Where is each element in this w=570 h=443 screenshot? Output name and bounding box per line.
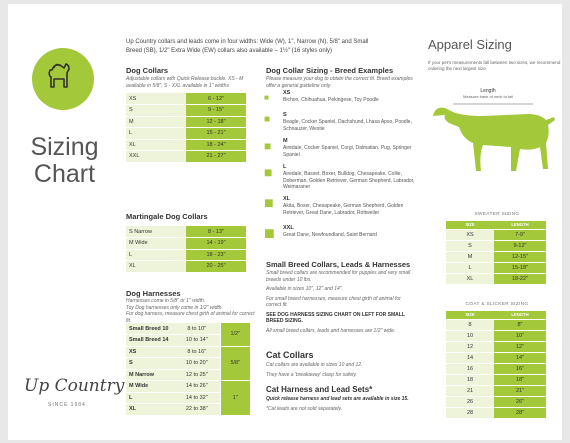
breed-list-text: Great Dane, Newfoundland, Saint Bernard xyxy=(283,232,377,238)
small-breed-p5: All small breed collars, leads and harnesses are 1/2" wide. xyxy=(266,327,396,334)
harnesses-heading: Dog Harnesses xyxy=(126,289,181,298)
table-row xyxy=(446,385,546,396)
size-cell: XXL xyxy=(126,151,186,163)
page-title: Sizing Chart xyxy=(30,133,99,188)
sizing-chart-page xyxy=(8,4,562,440)
length-sublabel: Measure base of neck to tail xyxy=(462,94,514,99)
size-cell: 14 xyxy=(446,352,494,363)
breed-examples-header xyxy=(266,66,416,89)
dog-size-icon: ■ xyxy=(264,195,274,212)
harnesses-note-3: For dog harness, measure chest girth of animal for correct fit. xyxy=(126,311,255,324)
harnesses-note-2: Toy Dog harnesses only come in 1/2" width. xyxy=(126,304,223,311)
table-row xyxy=(446,396,546,407)
coat-sizing-table xyxy=(446,311,546,419)
size-cell: Small Breed 14 xyxy=(126,335,174,347)
breed-example xyxy=(283,164,423,191)
dog-size-icon: ■ xyxy=(264,114,271,125)
range-cell: 8 - 13" xyxy=(186,226,246,238)
length-cell: 21" xyxy=(494,385,546,396)
size-cell: 28 xyxy=(446,407,494,418)
intro-text: Up Country collars and leads come in four widths: Wide (W), 1", Narrow (N), 5/8" and Small Breed (SB), 1/2" Extra Wide (EW) collars also available – 1½" (16 styles only) xyxy=(126,39,369,54)
range-cell: 10 to 14" xyxy=(174,335,220,347)
small-breed-p4: SEE DOG HARNESS SIZING CHART ON LEFT FOR SMALL BREED SIZING. xyxy=(266,311,405,324)
harnesses-section xyxy=(126,289,256,324)
dog-size-icon: ■ xyxy=(264,223,275,243)
size-cell: M xyxy=(446,251,494,262)
table-row xyxy=(126,249,246,261)
table-row xyxy=(126,128,246,140)
small-breed-p1: Small breed collars are recommended for puppies and very small breeds under 10 lbs. xyxy=(266,270,411,283)
coat-sizing-heading: COAT & SLICKER SIZING xyxy=(465,302,529,307)
table-row xyxy=(126,139,246,151)
apparel-note: If your pet's measurements fall between two sizes, we recommend ordering the next largest size. xyxy=(428,60,561,71)
table-row xyxy=(126,238,246,250)
table-row xyxy=(126,226,246,238)
length-cell: 12-15" xyxy=(494,251,546,262)
size-cell: S xyxy=(126,358,174,370)
length-cell: 14" xyxy=(494,352,546,363)
breed-examples-note: Please measure your dog to obtain the correct fit. Breed examples offer a general guideline only. xyxy=(266,76,413,89)
size-cell: XL xyxy=(446,273,494,284)
sweater-col-length: LENGTH xyxy=(494,221,546,229)
size-cell: S Narrow xyxy=(126,226,186,238)
breed-example xyxy=(283,196,423,216)
length-cell: 10" xyxy=(494,330,546,341)
small-breed-p2: Available in sizes 10", 12" and 14". xyxy=(266,286,343,292)
harnesses-table xyxy=(126,323,250,416)
width-cell: 1/2" xyxy=(220,323,250,346)
table-row xyxy=(126,151,246,163)
table-row xyxy=(126,93,246,105)
cat-harness-heading: Cat Harness and Lead Sets* xyxy=(266,385,373,394)
length-cell: 8" xyxy=(494,319,546,330)
dog-outline-icon xyxy=(32,48,94,110)
size-cell: 8 xyxy=(446,319,494,330)
range-cell: 14 - 19" xyxy=(186,238,246,250)
size-cell: 10 xyxy=(446,330,494,341)
length-cell: 16" xyxy=(494,363,546,374)
range-cell: 20 - 25" xyxy=(186,261,246,273)
table-row xyxy=(446,352,546,363)
martingale-section xyxy=(126,212,256,273)
length-cell: 18-22" xyxy=(494,273,546,284)
table-row xyxy=(446,273,546,284)
table-row xyxy=(446,330,546,341)
range-cell: 18 - 23" xyxy=(186,249,246,261)
length-cell: 12" xyxy=(494,341,546,352)
breed-example xyxy=(283,225,423,239)
length-cell: 7-9" xyxy=(494,229,546,240)
table-row xyxy=(126,323,250,335)
range-cell: 22 to 38" xyxy=(174,404,220,416)
length-cell: 28" xyxy=(494,407,546,418)
breed-example xyxy=(283,112,423,132)
range-cell: 9 - 15" xyxy=(186,105,246,117)
cat-harness-p2: *Cat leads are not sold separately. xyxy=(266,405,343,412)
size-cell: L xyxy=(446,262,494,273)
table-row xyxy=(446,341,546,352)
breed-size-label: M xyxy=(283,138,288,144)
range-cell: 8 to 16" xyxy=(174,346,220,358)
breed-example xyxy=(283,90,423,104)
size-cell: 21 xyxy=(446,385,494,396)
dog-collars-note: Adjustable collars with Quick Release buckle. XS - M available in 5/8", S - XXL available in 1" widths xyxy=(126,76,244,89)
brand-since: SINCE 1984 xyxy=(48,402,86,408)
length-cell: 9-12" xyxy=(494,240,546,251)
table-row xyxy=(446,374,546,385)
size-cell: M Wide xyxy=(126,238,186,250)
breed-list-text: Beagle, Cocker Spaniel, Dachshund, Lhasa Apso, Poodle, Schnauzer, Westie xyxy=(283,119,412,132)
small-breed-heading: Small Breed Collars, Leads & Harnesses xyxy=(266,260,411,269)
size-cell: L xyxy=(126,128,186,140)
breed-size-label: XL xyxy=(283,196,291,202)
dog-size-icon: ■ xyxy=(264,93,269,102)
range-cell: 12 to 25" xyxy=(174,369,220,381)
table-row xyxy=(446,251,546,262)
size-cell: Small Breed 10 xyxy=(126,323,174,335)
size-cell: M Wide xyxy=(126,381,174,393)
width-cell: 1" xyxy=(220,381,250,416)
dog-size-icon: ■ xyxy=(264,164,273,180)
size-cell: XL xyxy=(126,261,186,273)
length-cell: 26" xyxy=(494,396,546,407)
range-cell: 21 - 27" xyxy=(186,151,246,163)
table-row xyxy=(446,229,546,240)
dog-collars-heading: Dog Collars xyxy=(126,66,169,75)
breed-example xyxy=(283,138,423,158)
length-cell: 18" xyxy=(494,374,546,385)
breed-list-text: Bichon, Chihuahua, Pekingese, Toy Poodle xyxy=(283,97,379,103)
table-row xyxy=(446,240,546,251)
range-cell: 18 - 24" xyxy=(186,139,246,151)
sweater-col-size: SIZE xyxy=(446,221,494,229)
range-cell: 10 to 20" xyxy=(174,358,220,370)
size-cell: 16 xyxy=(446,363,494,374)
brand-logo: Up Country xyxy=(24,376,125,396)
range-cell: 6 - 12" xyxy=(186,93,246,105)
cat-harness-section xyxy=(266,385,416,412)
size-cell: L xyxy=(126,249,186,261)
length-label: Length xyxy=(480,88,496,94)
size-cell: 26 xyxy=(446,396,494,407)
table-row xyxy=(446,363,546,374)
size-cell: 18 xyxy=(446,374,494,385)
martingale-heading: Martingale Dog Collars xyxy=(126,212,208,221)
dog-collars-section xyxy=(126,66,256,163)
breed-size-label: XS xyxy=(283,90,291,96)
table-row xyxy=(446,319,546,330)
range-cell: 12 - 18" xyxy=(186,116,246,128)
size-cell: S xyxy=(126,105,186,117)
coat-col-length: LENGTH xyxy=(494,311,546,319)
range-cell: 8 to 10" xyxy=(174,323,220,335)
table-row xyxy=(126,116,246,128)
width-cell: 5/8" xyxy=(220,346,250,381)
size-cell: S xyxy=(446,240,494,251)
breed-size-label: L xyxy=(283,164,287,170)
breed-list-text: Akita, Boxer, Chesapeake, German Shepherd, Golden Retriever, Great Dane, Labrador, Rottweiler xyxy=(283,203,404,216)
size-cell: XL xyxy=(126,139,186,151)
harnesses-note-1: Harnesses come in 5/8" or 1" width. xyxy=(126,298,206,304)
table-row xyxy=(126,261,246,273)
breed-list-text: Airedale, Basset, Boxer, Bulldog, Chesapeake, Collie, Doberman, Golden Retriever, German Shepherd, Labrador, Weimaraner xyxy=(283,171,415,190)
dog-size-icon: ■ xyxy=(264,139,272,153)
sweater-sizing-table xyxy=(446,221,546,285)
small-breed-p3: For small breed harnesses, measure chest girth of animal for correct fit. xyxy=(266,295,401,308)
size-cell: XS xyxy=(126,93,186,105)
size-cell: M Narrow xyxy=(126,369,174,381)
breed-size-label: XXL xyxy=(283,225,294,231)
cat-collars-p1: Cat collars are available in sizes 10 and 12. xyxy=(266,362,363,368)
cat-collars-heading: Cat Collars xyxy=(266,350,314,360)
table-row xyxy=(126,381,250,393)
range-cell: 14 to 26" xyxy=(174,381,220,393)
table-row xyxy=(446,262,546,273)
dog-logo-badge xyxy=(32,48,94,110)
apparel-heading: Apparel Sizing xyxy=(428,37,512,52)
range-cell: 15 - 21" xyxy=(186,128,246,140)
table-row xyxy=(126,346,250,358)
dog-collars-table xyxy=(126,93,246,163)
table-row xyxy=(446,407,546,418)
size-cell: XS xyxy=(126,346,174,358)
table-row xyxy=(126,105,246,117)
size-cell: XL xyxy=(126,404,174,416)
martingale-table xyxy=(126,226,246,273)
size-cell: XS xyxy=(446,229,494,240)
size-cell: L xyxy=(126,392,174,404)
sweater-sizing-heading: SWEATER SIZING xyxy=(474,212,520,217)
size-cell: M xyxy=(126,116,186,128)
length-cell: 15-18" xyxy=(494,262,546,273)
cat-collars-p2: They have a 'breakaway' clasp for safety. xyxy=(266,371,358,378)
breed-size-label: S xyxy=(283,112,287,118)
breed-examples-heading: Dog Collar Sizing - Breed Examples xyxy=(266,66,394,75)
breed-list-text: Airedale, Cocker Spaniel, Corgi, Dalmatian, Pug, Springer Spaniel xyxy=(283,145,412,158)
cat-collars-section xyxy=(266,350,416,378)
size-cell: 12 xyxy=(446,341,494,352)
coat-col-size: SIZE xyxy=(446,311,494,319)
range-cell: 14 to 32" xyxy=(174,392,220,404)
small-breed-section xyxy=(266,260,416,334)
dog-silhouette-icon xyxy=(423,86,563,191)
cat-harness-p1: Quick release harness and lead sets are available in size 15. xyxy=(266,396,409,402)
